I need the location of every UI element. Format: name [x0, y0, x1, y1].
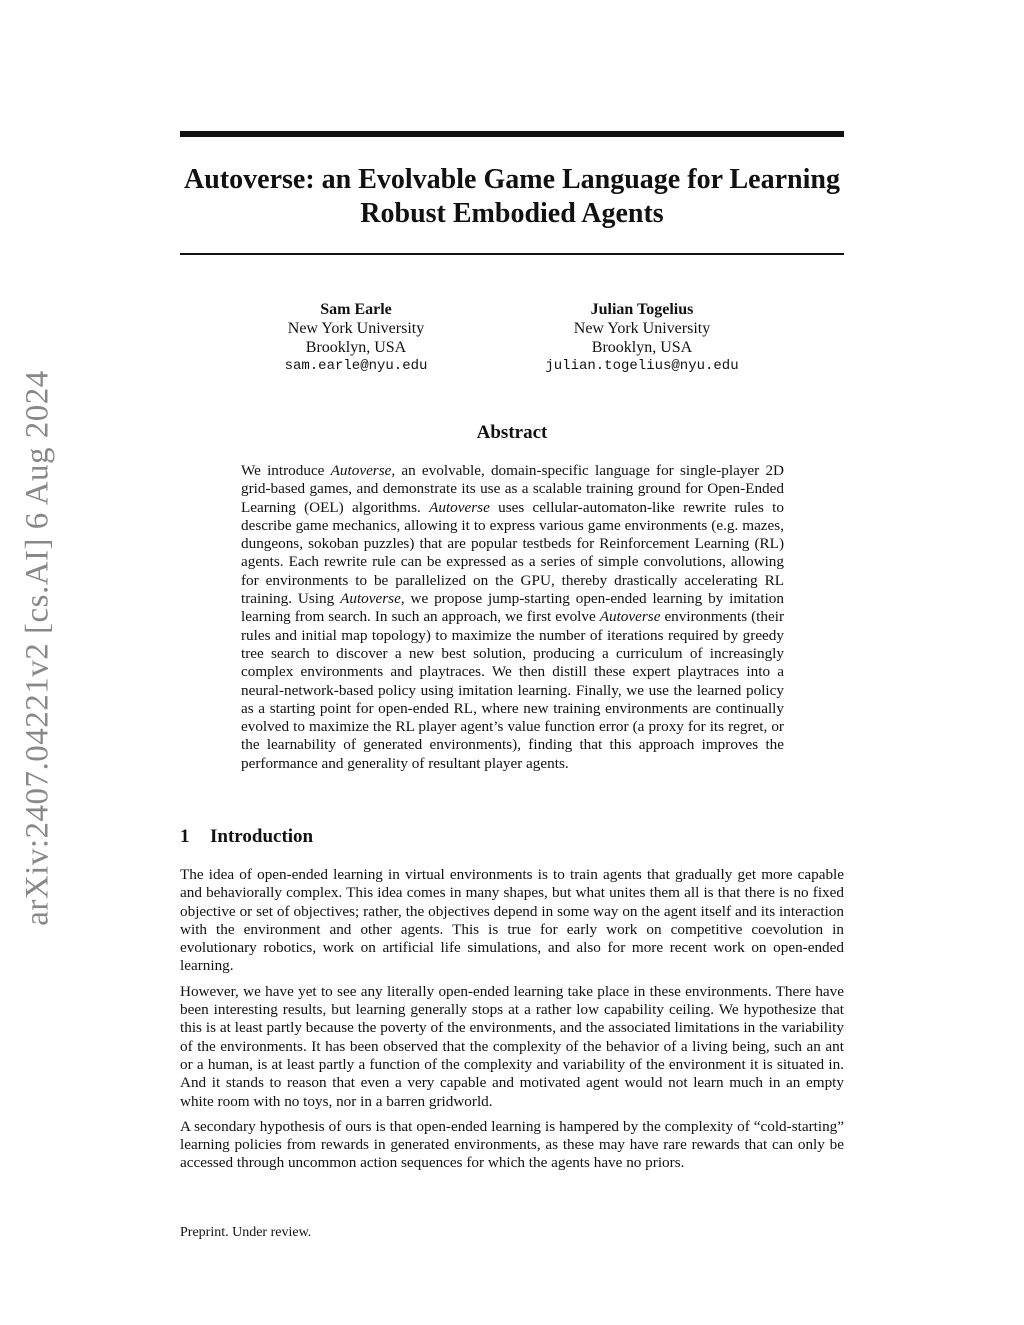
abstract-text [241, 462, 784, 773]
paragraph: A secondary hypothesis of ours is that open-ended learning is hampered by the complexity of “cold-starting” learning policies from rewards in generated environments, as these may have rare rewards that can only be accessed through uncommon action sequences for which the agents have no priors. [180, 1117, 844, 1172]
section-heading [180, 826, 313, 848]
author-name: Sam Earle [320, 301, 392, 318]
abstract-segment: environments (their rules and initial map topology) to maximize the number of iterations required by greedy tree search to discover a new best solution, producing a curriculum of increasingly complex environments and playtraces. We then distill these expert playtraces into a neural-network-based policy using imitation learning. Finally, we use the learned policy as a starting point for open-ended RL, where new training environments are continually evolved to maximize the RL player agent’s value function error (a proxy for its regret, or the learnability of generated environments), finding that this approach improves the performance and generality of resultant player agents. [241, 608, 784, 772]
title-rule-bottom [180, 253, 844, 255]
abstract-segment-italic: Autoverse [599, 608, 661, 626]
title-rule-top [180, 131, 844, 137]
arxiv-identifier[interactable]: arXiv:2407.04221v2 [cs.AI] 6 Aug 2024 [19, 370, 56, 926]
abstract-segment-italic: Autoverse [340, 590, 401, 608]
abstract-segment: We introduce [241, 462, 331, 479]
author-location: Brooklyn, USA [591, 339, 693, 356]
introduction-body [180, 866, 844, 1180]
abstract-segment: , an evolvable, domain-specific language for single-player 2D grid-based games, and demonstrate its use as a scalable training ground for Open-Ended Learning (OEL) algorithms. [241, 462, 785, 516]
paper-title: Autoverse: an Evolvable Game Language for Learning Robust Embodied Agents [184, 164, 840, 229]
author-affiliation: New York University [287, 320, 425, 337]
abstract-segment: uses cellular-automaton-like rewrite rules to describe game mechanics, allowing it to express various game environments (e.g. mazes, dungeons, sokoban puzzles) that are popular testbeds for Reinforcement Learning (RL) agents. Each rewrite rule can be expressed as a series of simple convolutions, allowing for environments to be parallelized on the GPU, thereby drastically accelerating RL training. Using [241, 498, 784, 608]
author-email[interactable]: julian.togelius@nyu.edu [545, 358, 739, 374]
abstract-segment-italic: Autoverse [330, 462, 392, 479]
author-block [512, 300, 772, 376]
abstract-segment-italic: Autoverse [429, 498, 490, 516]
author-location: Brooklyn, USA [305, 339, 407, 356]
paragraph: The idea of open-ended learning in virtual environments is to train agents that gradually get more capable and behaviorally complex. This idea comes in many shapes, but what unites them all is that there is no fixed objective or set of objectives; rather, the objectives depend in some way on the agent itself and its interaction with the environment and other agents. This is true for early work on competitive coevolution in evolutionary robotics, work on artificial life simulations, and also for more recent work on open-ended learning. [180, 866, 844, 975]
author-email[interactable]: sam.earle@nyu.edu [284, 358, 428, 374]
preprint-footer: Preprint. Under review. [180, 1225, 312, 1240]
abstract-segment: , we propose jump-starting open-ended learning by imitation learning from search. In such an approach, we first evolve [241, 590, 784, 626]
author-name: Julian Togelius [590, 301, 694, 318]
author-block [226, 300, 486, 376]
section-number: 1 [180, 826, 190, 847]
abstract-heading: Abstract [476, 422, 548, 443]
section-title: Introduction [210, 826, 314, 847]
author-affiliation: New York University [573, 320, 711, 337]
paragraph: However, we have yet to see any literally open-ended learning take place in these environments. There have been interesting results, but learning generally stops at a rather low capability ceiling. We hypothesize that this is at least partly because the poverty of the environments, and the associated limitations in the variability of the environments. It has been observed that the complexity of the behavior of a living being, such an ant or a human, is at least partly a function of the complexity and variability of the environment it is situated in. And it stands to reason that even a very capable and motivated agent would not learn much in an empty white room with no toys, nor in a barren gridworld. [180, 982, 844, 1110]
